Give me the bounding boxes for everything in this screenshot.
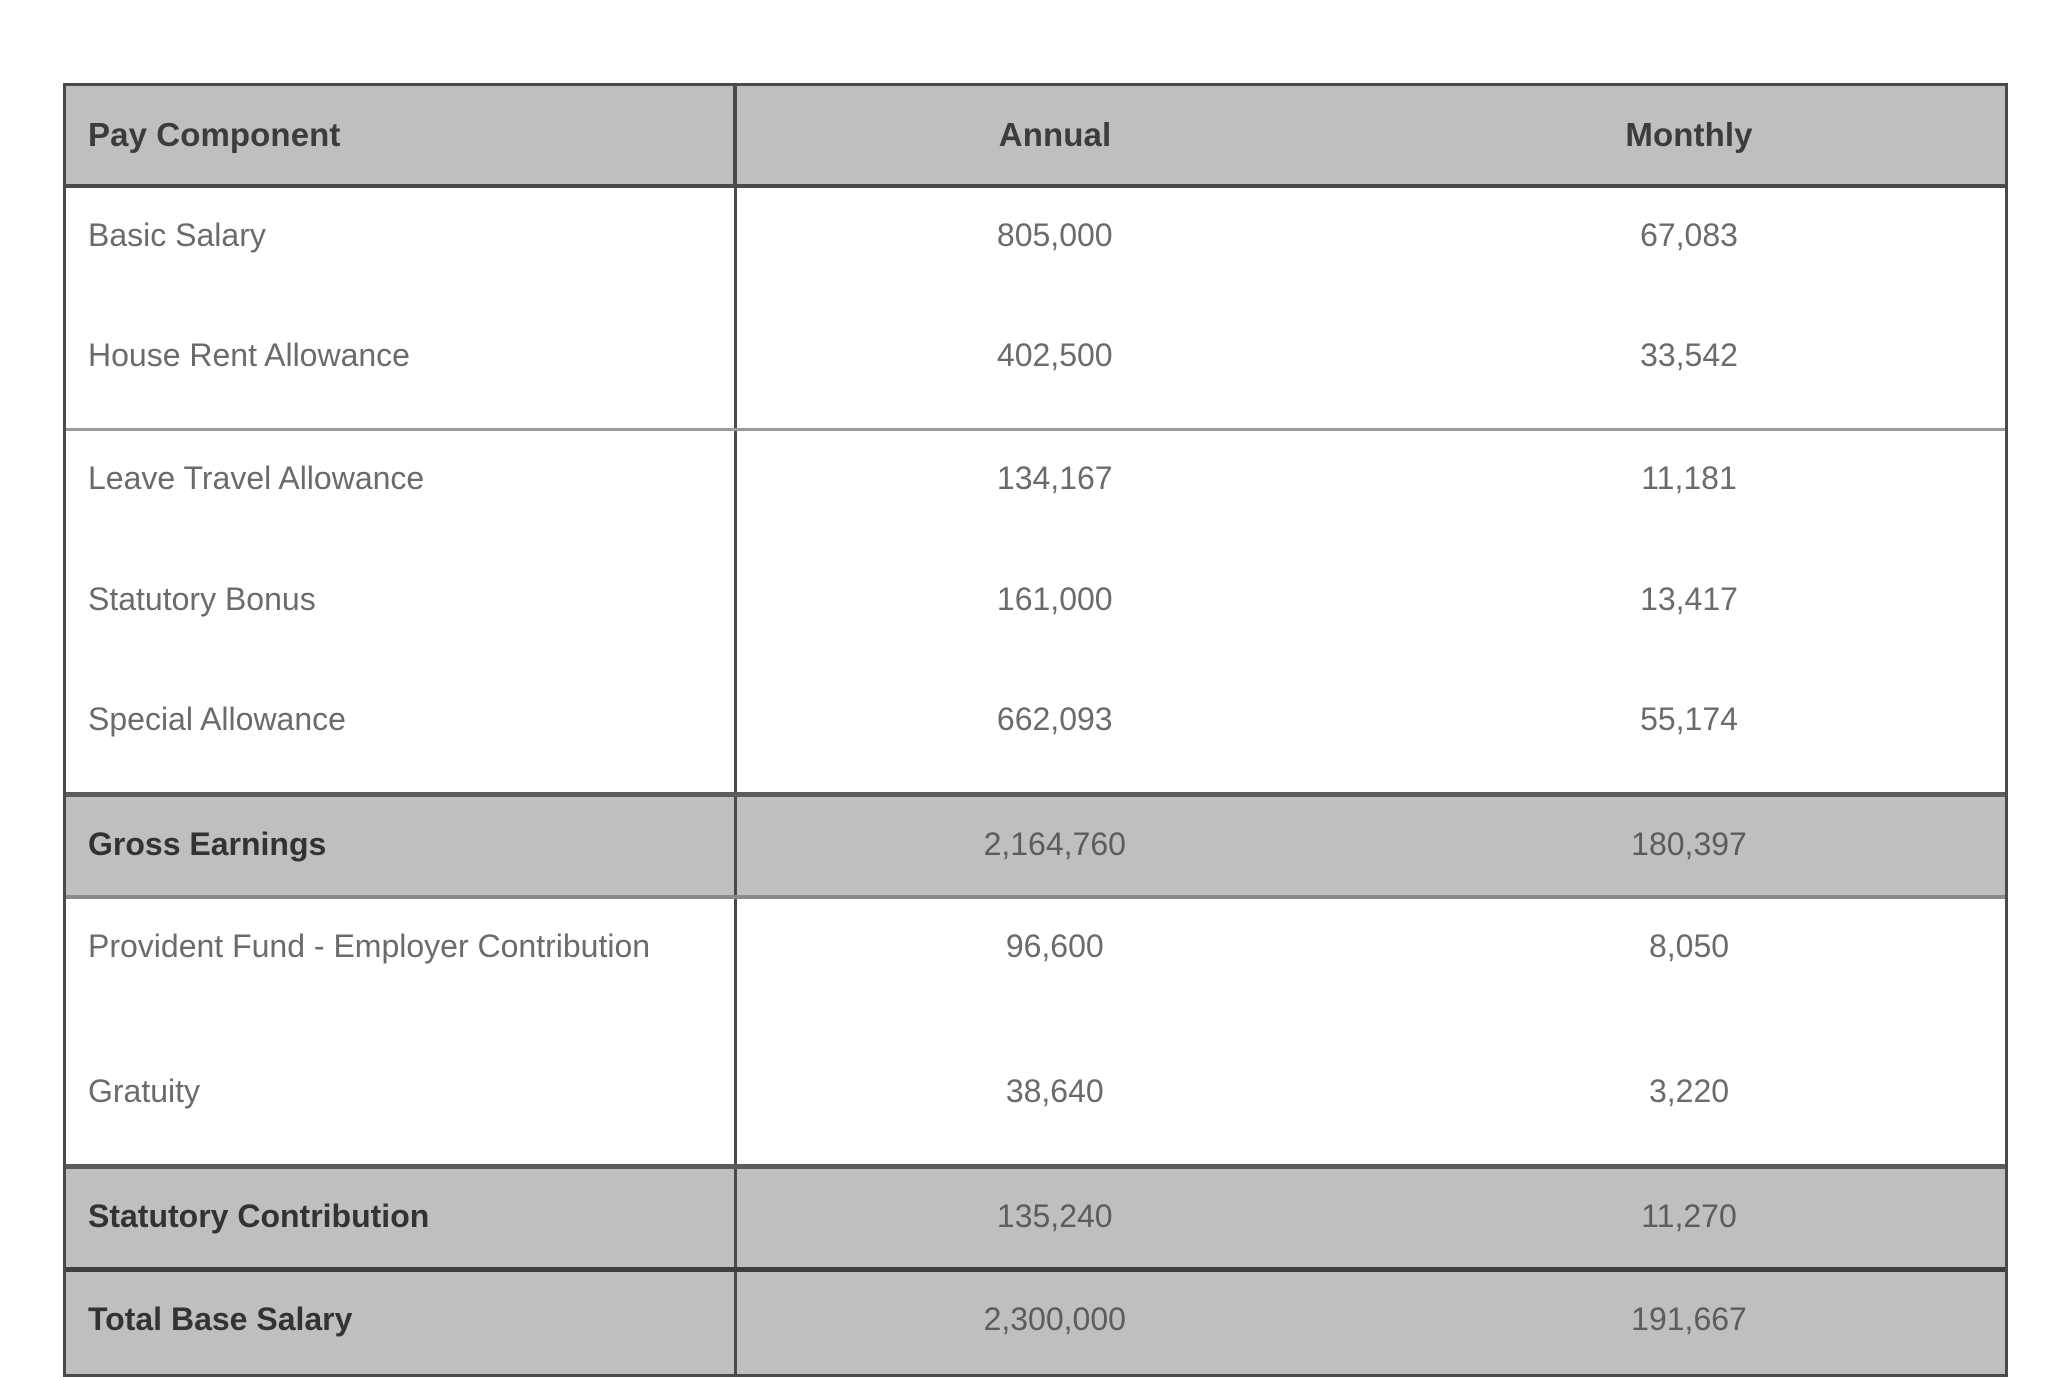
table-row-summary-gross-earnings: [66, 795, 2005, 898]
row-monthly-provident-fund-employer-contribution: 8,050: [1373, 897, 2005, 1043]
row-annual-gross-earnings: 2,164,760: [735, 795, 1373, 898]
row-annual-statutory-contribution: 135,240: [735, 1166, 1373, 1269]
column-header-pay-component: Pay Component: [66, 86, 735, 186]
table-row: [66, 430, 2005, 552]
pay-component-table: [66, 86, 2005, 1374]
row-monthly-leave-travel-allowance: 11,181: [1373, 430, 2005, 552]
table-row: [66, 672, 2005, 795]
column-header-monthly: Monthly: [1373, 86, 2005, 186]
row-monthly-gratuity: 3,220: [1373, 1044, 2005, 1167]
row-monthly-basic-salary: 67,083: [1373, 186, 2005, 308]
row-monthly-house-rent-allowance: 33,542: [1373, 308, 2005, 430]
row-label-house-rent-allowance: House Rent Allowance: [66, 308, 735, 430]
row-annual-special-allowance: 662,093: [735, 672, 1373, 795]
table-row: [66, 552, 2005, 672]
row-annual-house-rent-allowance: 402,500: [735, 308, 1373, 430]
row-monthly-special-allowance: 55,174: [1373, 672, 2005, 795]
row-label-gross-earnings: Gross Earnings: [66, 795, 735, 898]
table-row: [66, 308, 2005, 430]
table-body: [66, 186, 2005, 1374]
row-annual-gratuity: 38,640: [735, 1044, 1373, 1167]
row-label-special-allowance: Special Allowance: [66, 672, 735, 795]
row-label-leave-travel-allowance: Leave Travel Allowance: [66, 430, 735, 552]
table-row-summary-statutory-contribution: [66, 1166, 2005, 1269]
pay-component-table-container: [63, 83, 2008, 1377]
row-monthly-statutory-bonus: 13,417: [1373, 552, 2005, 672]
table-header-row: [66, 86, 2005, 186]
row-annual-provident-fund-employer-contribution: 96,600: [735, 897, 1373, 1043]
row-label-statutory-contribution: Statutory Contribution: [66, 1166, 735, 1269]
row-annual-statutory-bonus: 161,000: [735, 552, 1373, 672]
table-row: [66, 1044, 2005, 1167]
table-row-total-base-salary: [66, 1270, 2005, 1375]
row-label-basic-salary: Basic Salary: [66, 186, 735, 308]
row-annual-leave-travel-allowance: 134,167: [735, 430, 1373, 552]
row-annual-basic-salary: 805,000: [735, 186, 1373, 308]
row-monthly-gross-earnings: 180,397: [1373, 795, 2005, 898]
row-monthly-total-base-salary: 191,667: [1373, 1270, 2005, 1375]
row-monthly-statutory-contribution: 11,270: [1373, 1166, 2005, 1269]
table-row: [66, 897, 2005, 1043]
column-header-annual: Annual: [735, 86, 1373, 186]
table-header: [66, 86, 2005, 186]
row-annual-total-base-salary: 2,300,000: [735, 1270, 1373, 1375]
row-label-gratuity: Gratuity: [66, 1044, 735, 1167]
row-label-statutory-bonus: Statutory Bonus: [66, 552, 735, 672]
row-label-total-base-salary: Total Base Salary: [66, 1270, 735, 1375]
table-row: [66, 186, 2005, 308]
row-label-provident-fund-employer-contribution: Provident Fund - Employer Contribution: [66, 897, 735, 1043]
